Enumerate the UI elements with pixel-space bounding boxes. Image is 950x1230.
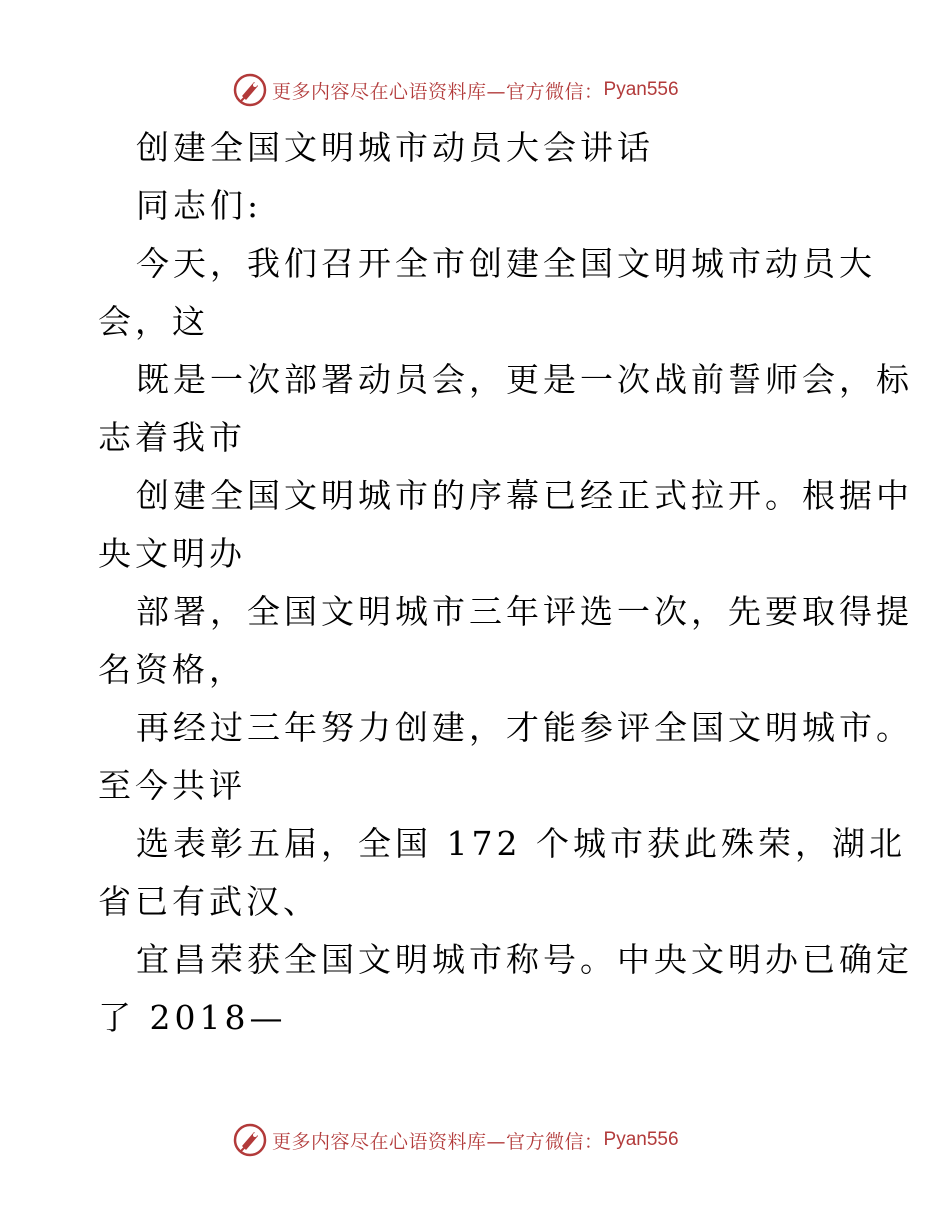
pen-nib-logo-icon — [232, 72, 268, 108]
footer-watermark — [232, 1122, 679, 1158]
text-line: 宜昌荣获全国文明城市称号。中央文明办已确定 — [136, 940, 913, 979]
text-line: 志着我市 — [98, 418, 246, 457]
watermark-wechat-id: Pyan556 — [603, 1129, 679, 1150]
watermark-text: 更多内容尽在心语资料库—官方微信： — [272, 1130, 604, 1153]
watermark-wechat-id: Pyan556 — [603, 79, 679, 100]
text-line: 省已有武汉、 — [98, 882, 320, 921]
text-line: 今天，我们召开全市创建全国文明城市动员大 — [136, 244, 876, 283]
watermark-text: 更多内容尽在心语资料库—官方微信： — [272, 80, 604, 103]
text-line: 会，这 — [98, 302, 209, 341]
text-line: 部署，全国文明城市三年评选一次，先要取得提 — [136, 592, 913, 631]
text-line: 央文明办 — [98, 534, 246, 573]
text-line: 至今共评 — [98, 766, 246, 805]
salutation: 同志们: — [136, 186, 263, 225]
text-line: 了 2018— — [98, 998, 287, 1037]
header-watermark — [232, 72, 679, 108]
text-line: 名资格， — [98, 650, 246, 689]
text-line: 选表彰五届，全国 172 个城市获此殊荣，湖北 — [136, 824, 906, 863]
text-line: 再经过三年努力创建，才能参评全国文明城市。 — [136, 708, 913, 747]
pen-nib-logo-icon — [232, 1122, 268, 1158]
document-title: 创建全国文明城市动员大会讲话 — [136, 128, 654, 167]
text-line: 既是一次部署动员会，更是一次战前誓师会，标 — [136, 360, 913, 399]
text-line: 创建全国文明城市的序幕已经正式拉开。根据中 — [136, 476, 913, 515]
